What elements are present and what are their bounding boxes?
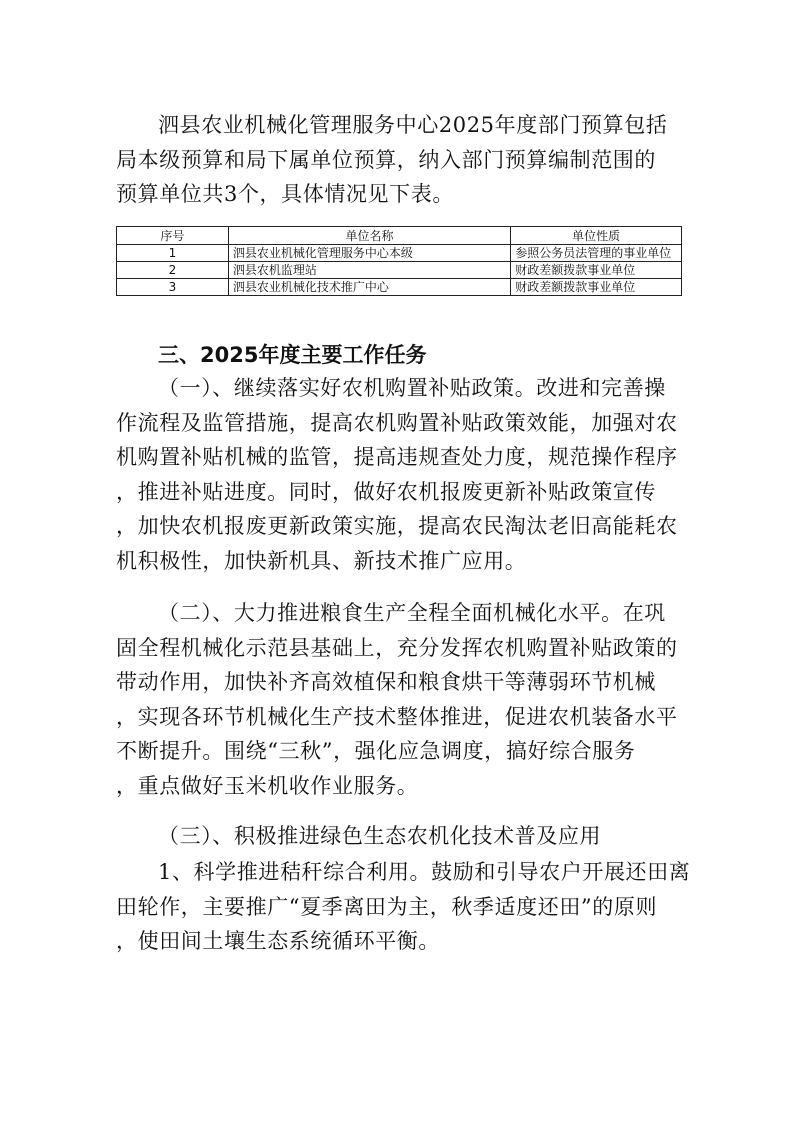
table-header-row [117, 227, 682, 245]
task-2-paragraph [116, 596, 682, 803]
header-type: 单位性质 [511, 227, 682, 245]
text-line: ，推进补贴进度。同时，做好农机报废更新补贴政策宣传 [116, 479, 656, 504]
text-line: （三）、积极推进绿色生态农机化技术普及应用 [158, 824, 602, 848]
text-line: 局本级预算和局下属单位预算，纳入部门预算编制范围的 [116, 147, 656, 172]
text-line: （二）、大力推进粮食生产全程全面机械化水平。在巩 [158, 601, 666, 625]
text-line: 预算单位共3个，具体情况见下表。 [116, 182, 454, 206]
section-heading: 三、2025年度主要工作任务 [158, 343, 427, 367]
text-line: 1、科学推进秸秆综合利用。鼓励和引导农户开展还田离 [158, 860, 691, 884]
header-no: 序号 [117, 227, 229, 245]
text-line: ，加快农机报废更新政策实施，提高农民淘汰老旧高能耗农 [116, 514, 678, 538]
row-no: 1 [117, 245, 229, 262]
text-line: 带动作用，加快补齐高效植保和粮食烘干等薄弱环节机械 [116, 670, 656, 694]
text-line: 泗县农业机械化管理服务中心2025年度部门预算包括 [158, 113, 668, 137]
task-3-item-1-paragraph [116, 855, 691, 959]
text-line: 机积极性，加快新机具、新技术推广应用。 [116, 548, 527, 573]
header-name: 单位名称 [228, 227, 510, 245]
text-line: 作流程及监管措施，提高农机购置补贴政策效能，加强对农 [116, 410, 678, 435]
row-name: 泗县农机监理站 [228, 262, 510, 279]
row-type: 财政差额拨款事业单位 [511, 279, 682, 296]
row-type: 财政差额拨款事业单位 [511, 262, 682, 279]
text-line: 田轮作，主要推广“夏季离田为主，秋季适度还田”的原则 [116, 894, 658, 919]
task-3-paragraph [116, 819, 682, 854]
table-row [117, 279, 682, 296]
text-line: ，重点做好玉米机收作业服务。 [116, 773, 419, 798]
row-name: 泗县农业机械化技术推广中心 [228, 279, 510, 296]
table-row [117, 262, 682, 279]
row-no: 3 [117, 279, 229, 296]
budget-units-table [116, 226, 682, 296]
row-name: 泗县农业机械化管理服务中心本级 [228, 245, 510, 262]
text-line: ，实现各环节机械化生产技术整体推进，促进农机装备水平 [116, 704, 678, 729]
text-line: ，使田间土壤生态系统循环平衡。 [116, 929, 440, 953]
table-row [117, 245, 682, 262]
task-1-paragraph [116, 371, 682, 578]
text-line: 不断提升。围绕“三秋”，强化应急调度，搞好综合服务 [116, 739, 636, 763]
text-line: 机购置补贴机械的监管，提高违规查处力度，规范操作程序 [116, 445, 678, 469]
row-type: 参照公务员法管理的事业单位 [511, 245, 682, 262]
text-line: （一）、继续落实好农机购置补贴政策。改进和完善操 [158, 376, 666, 400]
text-line: 固全程机械化示范县基础上，充分发挥农机购置补贴政策的 [116, 635, 678, 660]
intro-paragraph [116, 108, 682, 212]
row-no: 2 [117, 262, 229, 279]
